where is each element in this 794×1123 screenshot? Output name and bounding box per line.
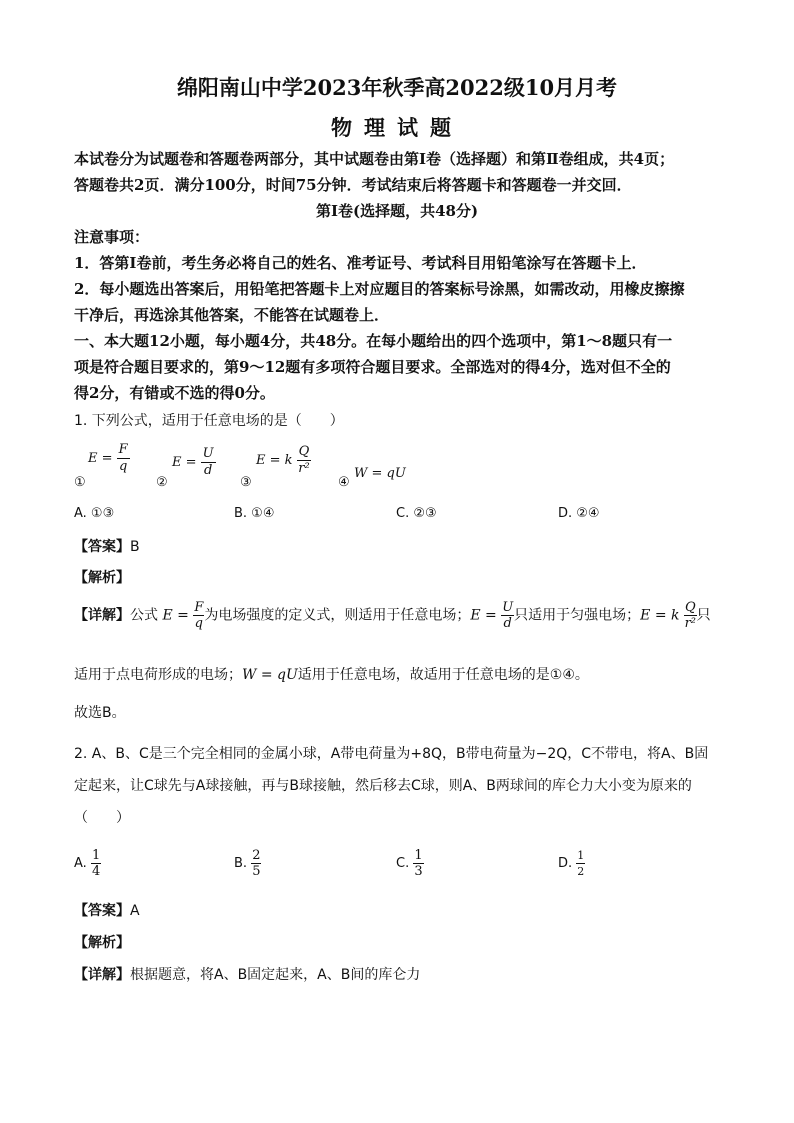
intro-line-2: 答题卷共2页．满分100分，时间75分钟．考试结束后将答题卡和答题卷一并交回． [74, 176, 632, 194]
q2-option-b-den: 5 [252, 864, 261, 879]
q2-option-c-frac [413, 848, 423, 879]
formula-2 [172, 446, 216, 494]
q2-option-a-letter: A. [74, 856, 87, 871]
formula-1-num: F [118, 442, 128, 457]
q2-stem-line-c: （ ） [74, 810, 130, 826]
q1-detail-eq3-num: Q [684, 600, 696, 615]
exam-title: 绵阳南山中学2023年秋季高2022级10月月考 [176, 75, 618, 100]
formula-4: W = qU [354, 466, 406, 481]
notice-2a: 2．每小题选出答案后，用铅笔把答题卡上对应题目的答案标号涂黑，如需改动，用橡皮擦擦 [74, 280, 685, 298]
q1-answer [74, 536, 140, 556]
q1-detail-eq2-den: d [503, 616, 512, 631]
notice-title: 注意事项： [74, 228, 150, 246]
formula-4-mark: ④ [338, 475, 350, 490]
formula-2-mark: ② [156, 475, 168, 490]
q1-stem: 1. 下列公式，适用于任意电场的是（ ） [74, 413, 344, 429]
q2-option-d-frac [576, 848, 585, 879]
q1-detail-eq3-den: r² [684, 616, 697, 631]
formula-1 [88, 442, 130, 490]
q1-detail [74, 600, 724, 631]
q1-detail-eq1-lhs: E = [162, 607, 189, 624]
q1-formulas [74, 442, 724, 490]
formula-3-den: r² [298, 461, 310, 476]
q1-detail-line2-eq: W = qU [242, 667, 298, 683]
q2-answer-label: 【答案】 [74, 903, 130, 919]
q1-detail-eq1-frac [193, 600, 204, 631]
q1-detail-line2 [74, 664, 724, 684]
q2-stem-line-b: 定起来，让C球先与A球接触，再与B球接触，然后移去C球，则A、B两球间的库仑力大小变为原来的 [74, 778, 692, 794]
q2-option-c-letter: C. [396, 856, 410, 871]
q2-detail-text: 根据题意，将A、B固定起来，A、B间的库仑力 [130, 967, 421, 983]
q1-option-a: A. ①③ [74, 506, 115, 521]
q1-detail-t3: 只适用于匀强电场； [514, 607, 641, 624]
formula-1-frac [117, 442, 130, 475]
q1-detail-eq1-den: q [194, 616, 203, 631]
formula-3-lhs: E = k [256, 453, 293, 468]
q1-detail-eq1-num: F [194, 600, 204, 615]
part1-line-a: 一、本大题12小题，每小题4分，共48分。在每小题给出的四个选项中，第1～8题只有一 [74, 332, 673, 350]
formula-3-frac [297, 444, 312, 477]
notice-2b: 干净后，再选涂其他答案，不能答在试题卷上． [74, 306, 390, 324]
q1-detail-t2: 为电场强度的定义式，则适用于任意电场； [204, 607, 471, 624]
q2-option-b-num: 2 [252, 848, 261, 863]
q2-analysis [74, 932, 130, 952]
q1-conclusion: 故选B。 [74, 705, 126, 721]
q1-detail-t4: 只 [696, 607, 711, 624]
exam-subtitle: 物理试题 [331, 115, 463, 140]
q2-analysis-label: 【解析】 [74, 935, 130, 951]
q2-option-a-den: 4 [91, 864, 101, 879]
q2-option-b-letter: B. [234, 856, 248, 871]
q1-analysis-label: 【解析】 [74, 570, 130, 586]
q2-option-a-num: 1 [91, 848, 101, 863]
formula-1-lhs: E = [88, 451, 113, 466]
q1-detail-eq2-lhs: E = [470, 607, 497, 624]
q2-option-c [396, 848, 424, 879]
q1-detail-t1: 公式 [130, 607, 158, 624]
q1-detail-eq2-num: U [502, 600, 514, 615]
q2-detail [74, 964, 420, 984]
formula-3 [256, 444, 311, 492]
q1-options [74, 506, 724, 526]
q2-option-c-num: 1 [414, 848, 423, 863]
q1-detail-eq3-frac [684, 600, 697, 631]
q2-options [74, 842, 724, 882]
q2-option-d-letter: D. [558, 856, 573, 871]
q1-detail-label: 【详解】 [74, 607, 130, 624]
formula-3-num: Q [298, 444, 310, 459]
exam-intro [74, 146, 724, 198]
q1-answer-label: 【答案】 [74, 539, 130, 555]
q2-stem-line-a: 2. A、B、C是三个完全相同的金属小球，A带电荷量为+8Q，B带电荷量为−2Q，C不带电，将A、B固 [74, 746, 709, 762]
formula-1-den: q [119, 459, 128, 474]
q2-option-c-den: 3 [414, 864, 423, 879]
q1-detail-line2-pre: 适用于点电荷形成的电场； [74, 667, 242, 683]
q2-option-b-frac [251, 848, 261, 879]
q2-option-a [74, 848, 101, 879]
q1-option-c: C. ②③ [396, 506, 437, 521]
q2-answer [74, 900, 140, 920]
q2-option-b [234, 848, 261, 879]
q2-stem [74, 738, 734, 834]
q1-answer-value: B [130, 539, 140, 555]
q1-option-d: D. ②④ [558, 506, 600, 521]
q1-detail-eq2-frac [501, 600, 514, 631]
q2-option-d-num: 1 [577, 849, 585, 862]
part1-line-b: 项是符合题目要求的，第9～12题有多项符合题目要求。全部选对的得4分，选对但不全的 [74, 358, 671, 376]
formula-2-frac [201, 446, 216, 479]
q2-answer-value: A [130, 903, 140, 919]
q1-analysis [74, 567, 130, 587]
formula-2-num: U [202, 446, 214, 461]
section-heading: 第Ⅰ卷(选择题，共48分) [315, 202, 479, 220]
q2-option-a-frac [91, 848, 101, 879]
formula-1-mark: ① [74, 475, 86, 490]
formula-2-den: d [203, 463, 213, 478]
q2-detail-label: 【详解】 [74, 967, 130, 983]
q2-option-d [558, 848, 585, 879]
formula-2-lhs: E = [172, 455, 197, 470]
q2-option-d-den: 2 [577, 865, 585, 878]
notice-1: 1．答第Ⅰ卷前，考生务必将自己的姓名、准考证号、考试科目用铅笔涂写在答题卡上． [74, 254, 647, 272]
formula-3-mark: ③ [240, 475, 252, 490]
q1-detail-eq3-lhs: E = k [640, 607, 680, 624]
intro-line-1: 本试卷分为试题卷和答题卷两部分，其中试题卷由第Ⅰ卷（选择题）和第Ⅱ卷组成，共4页； [74, 150, 675, 168]
q1-detail-line2-post: 适用于任意电场，故适用于任意电场的是①④。 [297, 667, 589, 683]
q1-option-b: B. ①④ [234, 506, 275, 521]
part1-line-c: 得2分，有错或不选的得0分。 [74, 384, 275, 402]
notice-block [74, 224, 724, 406]
